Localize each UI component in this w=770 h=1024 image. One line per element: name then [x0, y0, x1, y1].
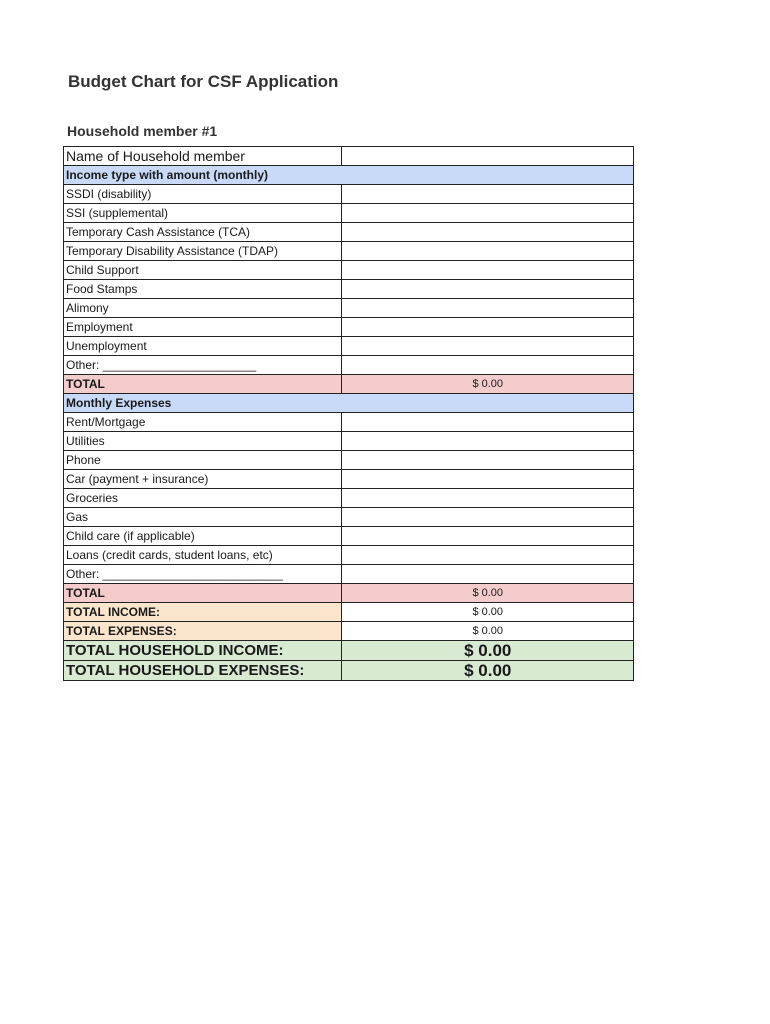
income-row — [64, 280, 634, 299]
expense-row-label: Other: ___________________________ — [64, 565, 342, 584]
expense-row-label: Loans (credit cards, student loans, etc) — [64, 546, 342, 565]
income-row — [64, 223, 634, 242]
expense-row-label: Rent/Mortgage — [64, 413, 342, 432]
income-row — [64, 337, 634, 356]
income-row-amount-cell[interactable] — [342, 337, 634, 356]
expense-row — [64, 527, 634, 546]
expenses-header-label: Monthly Expenses — [64, 394, 634, 413]
income-row-amount-cell[interactable] — [342, 223, 634, 242]
household-income-row — [64, 641, 634, 661]
income-row — [64, 204, 634, 223]
income-row-amount-cell[interactable] — [342, 318, 634, 337]
income-row-amount-cell[interactable] — [342, 280, 634, 299]
total-income-value: $ 0.00 — [342, 603, 634, 622]
expense-row-label: Phone — [64, 451, 342, 470]
expenses-total-value: $ 0.00 — [342, 584, 634, 603]
income-total-value: $ 0.00 — [342, 375, 634, 394]
document-title: Budget Chart for CSF Application — [68, 72, 339, 91]
household-income-label: TOTAL HOUSEHOLD INCOME: — [64, 641, 342, 661]
income-row-amount-cell[interactable] — [342, 261, 634, 280]
expense-row — [64, 565, 634, 584]
income-row-label: Alimony — [64, 299, 342, 318]
expense-row-amount-cell[interactable] — [342, 470, 634, 489]
household-expenses-label: TOTAL HOUSEHOLD EXPENSES: — [64, 661, 342, 681]
name-input-cell[interactable] — [342, 147, 634, 166]
income-row-amount-cell[interactable] — [342, 204, 634, 223]
household-member-heading: Household member #1 — [67, 123, 218, 139]
income-row — [64, 242, 634, 261]
expenses-total-label: TOTAL — [64, 584, 342, 603]
income-section-header — [64, 166, 634, 185]
expense-row-amount-cell[interactable] — [342, 432, 634, 451]
expense-row — [64, 489, 634, 508]
expense-row-amount-cell[interactable] — [342, 508, 634, 527]
expense-row — [64, 451, 634, 470]
expense-row-amount-cell[interactable] — [342, 565, 634, 584]
expense-row-amount-cell[interactable] — [342, 527, 634, 546]
income-row-label: Unemployment — [64, 337, 342, 356]
expense-row — [64, 413, 634, 432]
total-income-row — [64, 603, 634, 622]
expenses-section-header — [64, 394, 634, 413]
expense-row — [64, 546, 634, 565]
expense-row-label: Groceries — [64, 489, 342, 508]
household-income-value: $ 0.00 — [342, 641, 634, 661]
income-row-label: Food Stamps — [64, 280, 342, 299]
income-row — [64, 318, 634, 337]
income-row-amount-cell[interactable] — [342, 356, 634, 375]
income-row — [64, 299, 634, 318]
total-income-label: TOTAL INCOME: — [64, 603, 342, 622]
income-row — [64, 261, 634, 280]
expense-row-label: Child care (if applicable) — [64, 527, 342, 546]
expense-row-amount-cell[interactable] — [342, 451, 634, 470]
total-expenses-row — [64, 622, 634, 641]
name-label: Name of Household member — [64, 147, 342, 166]
expenses-total-row — [64, 584, 634, 603]
expense-row — [64, 470, 634, 489]
name-row — [64, 147, 634, 166]
expense-row-amount-cell[interactable] — [342, 546, 634, 565]
income-header-label: Income type with amount (monthly) — [64, 166, 634, 185]
income-total-row — [64, 375, 634, 394]
income-row-amount-cell[interactable] — [342, 185, 634, 204]
income-row-label: SSDI (disability) — [64, 185, 342, 204]
income-row-label: Temporary Disability Assistance (TDAP) — [64, 242, 342, 261]
expense-row-label: Utilities — [64, 432, 342, 451]
expense-row-label: Car (payment + insurance) — [64, 470, 342, 489]
household-expenses-value: $ 0.00 — [342, 661, 634, 681]
income-row-label: SSI (supplemental) — [64, 204, 342, 223]
income-row-label: Temporary Cash Assistance (TCA) — [64, 223, 342, 242]
expense-row-amount-cell[interactable] — [342, 489, 634, 508]
income-row — [64, 356, 634, 375]
income-row-amount-cell[interactable] — [342, 242, 634, 261]
expense-row-label: Gas — [64, 508, 342, 527]
expense-row — [64, 508, 634, 527]
expense-row-amount-cell[interactable] — [342, 413, 634, 432]
income-total-label: TOTAL — [64, 375, 342, 394]
income-row-amount-cell[interactable] — [342, 299, 634, 318]
budget-table — [63, 146, 634, 681]
total-expenses-value: $ 0.00 — [342, 622, 634, 641]
expense-row — [64, 432, 634, 451]
income-row — [64, 185, 634, 204]
household-expenses-row — [64, 661, 634, 681]
income-row-label: Child Support — [64, 261, 342, 280]
total-expenses-label: TOTAL EXPENSES: — [64, 622, 342, 641]
income-row-label: Employment — [64, 318, 342, 337]
income-row-label: Other: _______________________ — [64, 356, 342, 375]
